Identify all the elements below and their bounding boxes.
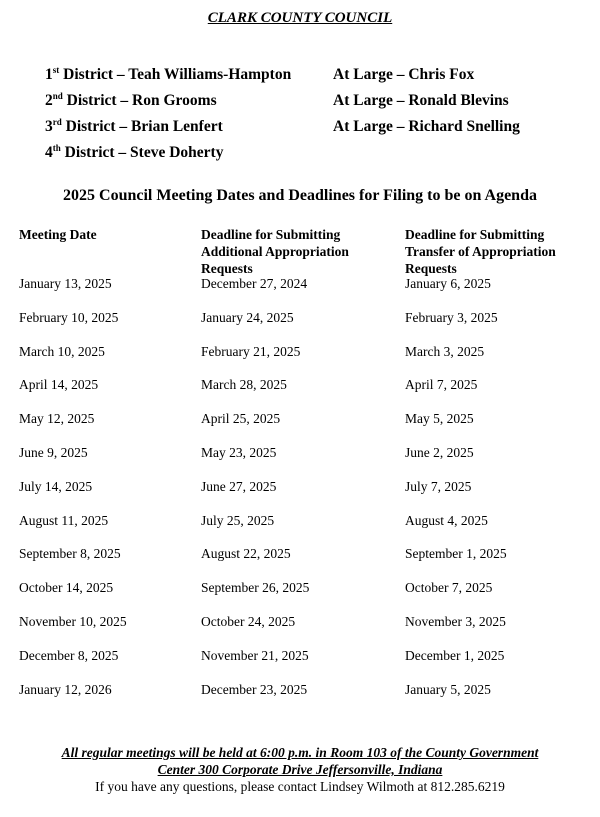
table-row — [0, 445, 600, 465]
transfer-deadline-cell: November 3, 2025 — [405, 614, 506, 629]
meeting-date-cell: October 14, 2025 — [19, 580, 114, 596]
transfer-deadline-cell: September 1, 2025 — [405, 546, 507, 562]
table-row — [0, 614, 600, 634]
meeting-date-cell: January 13, 2025 — [19, 276, 112, 291]
transfer-deadline-cell: May 5, 2025 — [405, 411, 474, 427]
header-transfer-appropriation: Deadline for Submitting Transfer of Appropriation Requests — [405, 227, 556, 276]
additional-deadline-cell: November 21, 2025 — [201, 647, 309, 663]
transfer-deadline-cell: June 2, 2025 — [405, 445, 474, 460]
meeting-date-cell: November 10, 2025 — [19, 614, 127, 629]
additional-deadline-cell: February 21, 2025 — [201, 343, 301, 359]
meeting-location-line: All regular meetings will be held at 6:00 p.m. in Room 103 of the County Government — [61, 745, 539, 760]
transfer-deadline-cell: January 5, 2025 — [405, 681, 491, 697]
schedule-heading: 2025 Council Meeting Dates and Deadlines for Filing to be on Agenda — [63, 187, 537, 204]
meeting-address-line: Center 300 Corporate Drive Jeffersonville, Indiana — [157, 762, 443, 777]
table-row — [0, 479, 600, 499]
district-member: 4th District – Steve Doherty — [45, 143, 224, 161]
additional-deadline-cell: April 25, 2025 — [201, 411, 281, 427]
additional-deadline-cell: December 23, 2025 — [201, 681, 308, 697]
additional-deadline-cell: August 22, 2025 — [201, 546, 291, 562]
table-row — [0, 344, 600, 364]
transfer-deadline-cell: August 4, 2025 — [405, 512, 488, 528]
table-row — [0, 648, 600, 668]
table-row — [0, 513, 600, 533]
additional-deadline-cell: May 23, 2025 — [201, 445, 277, 460]
transfer-deadline-cell: July 7, 2025 — [405, 478, 472, 494]
meeting-date-cell: August 11, 2025 — [19, 512, 109, 528]
district-member: 2nd District – Ron Grooms — [45, 91, 217, 109]
meeting-date-cell: May 12, 2025 — [19, 411, 95, 427]
meeting-date-cell: January 12, 2026 — [19, 681, 112, 697]
meeting-date-cell: December 8, 2025 — [19, 647, 119, 663]
transfer-deadline-cell: March 3, 2025 — [405, 343, 485, 359]
table-row — [0, 377, 600, 397]
at-large-member: At Large – Ronald Blevins — [333, 92, 509, 109]
additional-deadline-cell: December 27, 2024 — [201, 276, 308, 291]
table-row — [0, 682, 600, 702]
additional-deadline-cell: June 27, 2025 — [201, 478, 277, 494]
transfer-deadline-cell: February 3, 2025 — [405, 309, 498, 325]
transfer-deadline-cell: April 7, 2025 — [405, 377, 478, 393]
transfer-deadline-cell: December 1, 2025 — [405, 647, 505, 663]
table-row — [0, 580, 600, 600]
transfer-deadline-cell: October 7, 2025 — [405, 580, 493, 596]
additional-deadline-cell: July 25, 2025 — [201, 512, 275, 528]
meeting-date-cell: March 10, 2025 — [19, 343, 105, 359]
header-meeting-date: Meeting Date — [19, 227, 97, 242]
district-member: 1st District – Teah Williams-Hampton — [45, 65, 292, 83]
header-additional-appropriation: Deadline for Submitting Additional Appropriation Requests — [201, 227, 349, 276]
meeting-date-cell: June 9, 2025 — [19, 445, 88, 460]
at-large-member: At Large – Chris Fox — [333, 66, 475, 83]
contact-line: If you have any questions, please contact Lindsey Wilmoth at 812.285.6219 — [95, 779, 505, 794]
table-row — [0, 411, 600, 431]
table-row — [0, 310, 600, 330]
transfer-deadline-cell: January 6, 2025 — [405, 276, 491, 291]
meeting-date-cell: July 14, 2025 — [19, 478, 93, 494]
additional-deadline-cell: September 26, 2025 — [201, 580, 310, 596]
meeting-date-cell: February 10, 2025 — [19, 309, 119, 325]
additional-deadline-cell: March 28, 2025 — [201, 377, 287, 393]
at-large-member: At Large – Richard Snelling — [333, 118, 520, 135]
table-row — [0, 546, 600, 566]
document-title: CLARK COUNTY COUNCIL — [207, 10, 393, 26]
district-member: 3rd District – Brian Lenfert — [45, 117, 223, 135]
table-row — [0, 276, 600, 296]
additional-deadline-cell: October 24, 2025 — [201, 614, 296, 629]
meeting-date-cell: September 8, 2025 — [19, 546, 121, 562]
additional-deadline-cell: January 24, 2025 — [201, 309, 294, 325]
footer — [0, 744, 600, 795]
meeting-date-cell: April 14, 2025 — [19, 377, 99, 393]
